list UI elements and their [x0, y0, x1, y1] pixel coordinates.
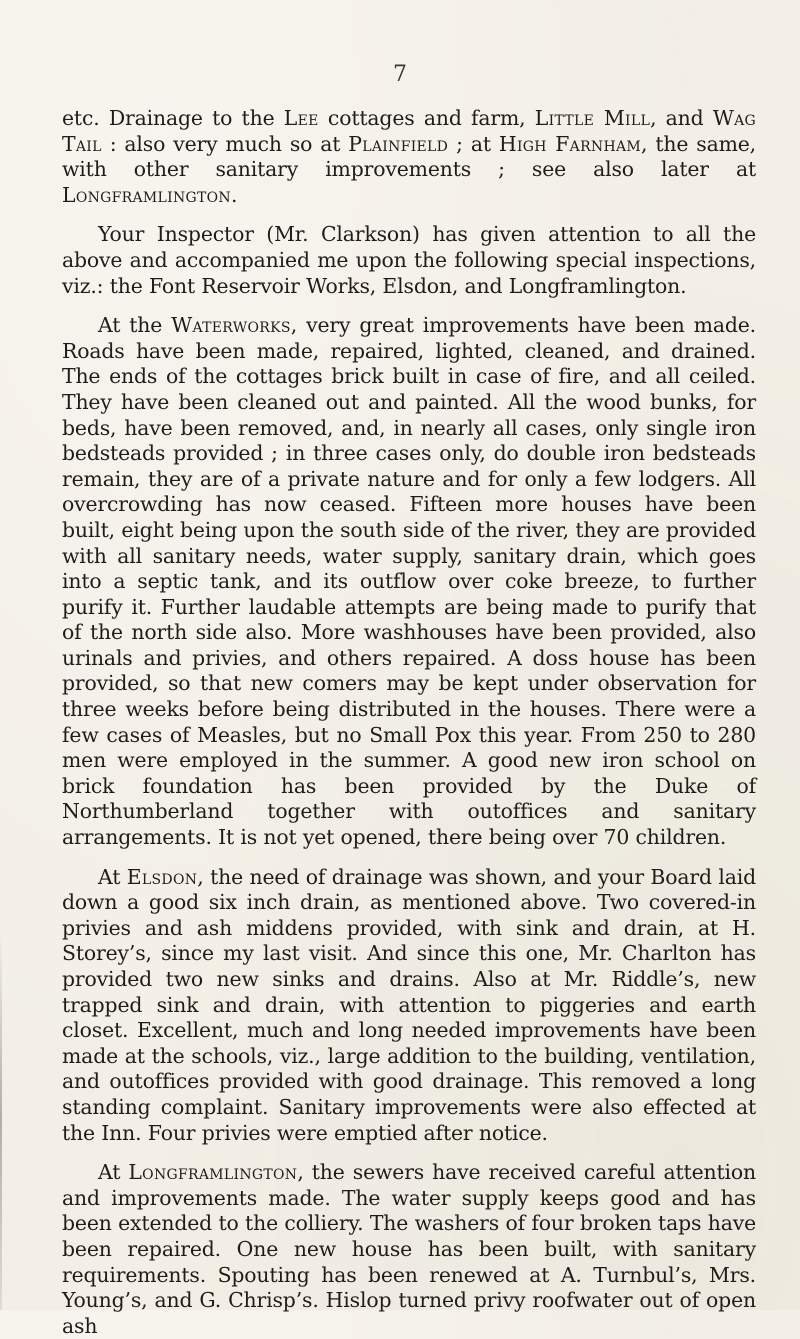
place-name: Longframlington [62, 182, 231, 207]
place-name: Longframlington [128, 1160, 298, 1185]
place-name: Lee [283, 106, 319, 130]
paragraph-inspector: Your Inspector (Mr. Clarkson) has given attention to all the above and accompanied me upon the following special inspections, viz.: the Font Reservoir Works, Elsdon, and Longframlington. [62, 222, 756, 298]
text-run: cottages and farm, [318, 106, 535, 130]
text-run: , very great improvements have been made. Roads have been made, repaired, lighted, cleaned, and drained. The ends of the cottages brick built in case of fire, and all ceiled. They have been cleaned out and painted. All the wood bunks, for beds, have been removed, and, in nearly all cases, only single iron bedsteads provided ; in three cases only, do double iron bedsteads remain, they are of a private nature and for only a few lodgers. All overcrowding has now ceased. Fifteen more houses have been built, eight being upon the south side of the river, they are provided with all sanitary needs, water supply, sanitary drain, which goes into a septic tank, and its outflow over coke breeze, to further purify it. Further laudable attempts are being made to purify that of the north side also. More washhouses have been provided, also urinals and privies, and others repaired. A doss house has been provided, so that new comers may be kept under observation for three weeks before being distributed in the houses. There were a few cases of Measles, but no Small Pox this year. From 250 to 280 men were employed in the summer. A good new iron school on brick foundation has been provided by the Duke of Northumberland together with outoffices and sanitary arrangements. It is not yet opened, there being over 70 children. [62, 313, 756, 850]
text-run: ; at [448, 131, 499, 156]
text-run: , the same, with other sanitary improvements ; see also later at [62, 131, 757, 182]
paragraph-drainage [62, 106, 756, 208]
text-run: , and [650, 106, 713, 130]
place-name: High Farnham [498, 131, 642, 156]
paragraph-elsdon [62, 865, 756, 1147]
paragraph-waterworks [62, 313, 756, 850]
place-name: Elsdon [126, 864, 198, 889]
text-run: At the [98, 313, 172, 338]
text-run: , the need of drainage was shown, and your Board laid down a good six inch drain, as mentioned above. Two covered-in privies and ash middens provided, with sink and drain, at H. Storey’s, since my last visit. And since this one, Mr. Charlton has provided two new sinks and drains. Also at Mr. Riddle’s, new trapped sink and drain, with attention to piggeries and earth closet. Excellent, much and long needed improvements have been made at the schools, viz., large addition to the building, ventilation, and outoffices provided with good drainage. This removed a long standing complaint. Sanitary improvements were also effected at the Inn. Four privies were emptied after notice. [62, 864, 757, 1145]
place-name: Plainfield [348, 131, 449, 156]
page-number: 7 [393, 62, 407, 87]
text-run: etc. Drainage to the [62, 106, 284, 130]
place-name: Waterworks [171, 313, 291, 338]
text-run: . [230, 182, 238, 207]
page-edge-shadow [0, 930, 2, 1310]
text-run: At [98, 864, 127, 889]
body-text [62, 106, 756, 1339]
place-name: Little Mill [534, 106, 651, 130]
text-run: : also very much so at [101, 131, 349, 156]
place-name: Wag Tail [62, 106, 756, 156]
text-run: At [98, 1160, 129, 1185]
text-run: , the sewers have received careful attention and improvements made. The water supply keeps good and has been extended to the colliery. The washers of four broken taps have been repaired. One new house has been built, with sanitary requirements. Spouting has been renewed at A. Turnbul’s, Mrs. Young’s, and G. Chrisp’s. Hislop turned privy roofwater out of open ash [62, 1160, 757, 1338]
paragraph-longframlington [62, 1160, 756, 1339]
